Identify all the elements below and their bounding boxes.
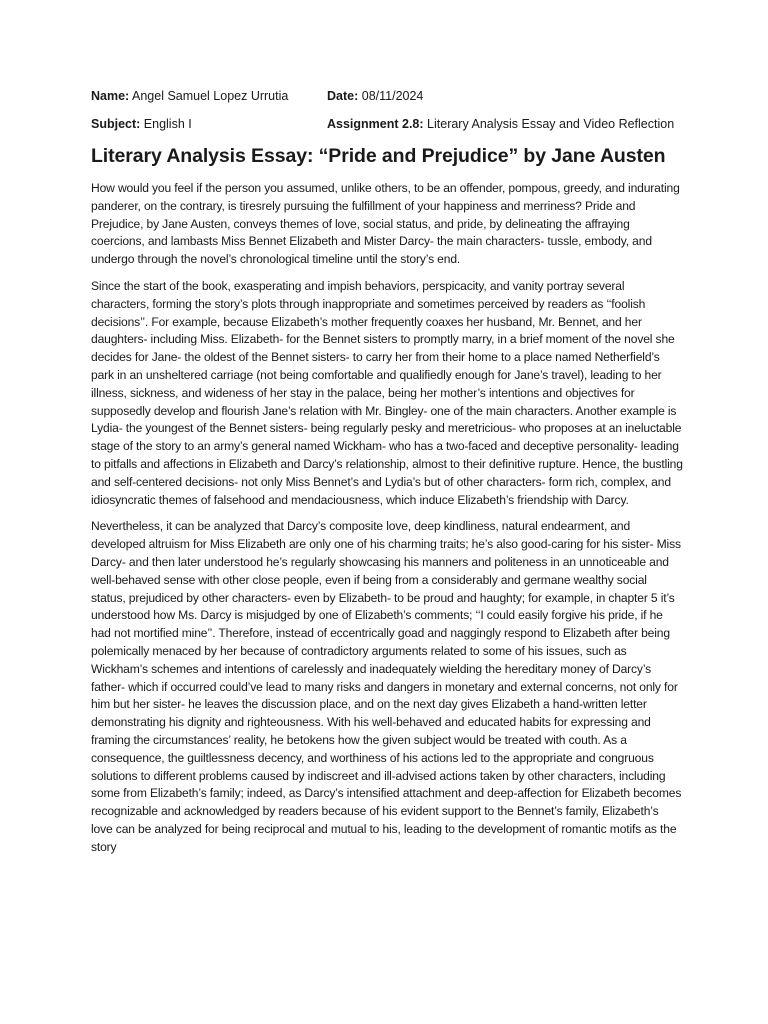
name-field [91,88,288,104]
name-value: Angel Samuel Lopez Urrutia [129,89,289,103]
assignment-field [327,116,674,132]
date-label: Date: [327,89,359,103]
paragraph-introduction: How would you feel if the person you assumed, unlike others, to be an offender, pompous, greedy, and indurating panderer, on the contrary, is tiresrely pursuing the fulfillment of your happiness and merriness? Pride and Prejudice, by Jane Austen, conveys themes of love, social status, and pride, by delineating the affraying coercions, and lambasts Miss Bennet Elizabeth and Mister Darcy- the main characters- tussle, embody, and undergo through the novel’s chronological timeline until the story’s end. [91,181,680,267]
paragraph-body-2: Nevertheless, it can be analyzed that Darcy’s composite love, deep kindliness, natural endearment, and developed altruism for Miss Elizabeth are only one of his charming traits; he’s also good-caring for his sister- Miss Darcy- and then later understood he’s regularly showcasing his manners and politeness in an unnoticeable and well-behaved sense with other close people, even if being from a considerably and germane wealthy social status, prejudiced by other characters- even by Elizabeth- to be proud and haughty; for example, in chapter 5 it’s understood how Ms. Darcy is misjudged by one of Elizabeth’s comments; ‘‘I could easily forgive his pride, if he had not mortified mine’’. Therefore, instead of eccentrically goad and naggingly respond to Elizabeth after being polemically menaced by her because of contradictory arguments related to some of his issues, such as Wickham’s schemes and intentions of carelessly and inadequately wielding the hereditary money of Darcy’s father- which if occurred could’ve lead to many risks and dangers in monetary and external concerns, not only for him but her sister- he leaves the discussion place, and on the next day gives Elizabeth a hand-written letter demonstrating his dignity and righteousness. With his well-behaved and educated habits for expressing and framing the circumstances’ reality, he betokens how the given subject would be treated with couth. As a consequence, the guiltlessness decency, and worthiness of his actions led to the appropriate and congruous solutions to different problems caused by indiscreet and ill-advised actions taken by other characters, including some from Elizabeth’s family; indeed, as Darcy’s intensified attachment and deep-affection for Elizabeth becomes recognizable and acknowledged by readers because of his evident support to the Bennet’s family, Elizabeth’s love can be analyzed for being reciprocal and mutual to his, leading to the development of romantic motifs as the story [91,519,682,854]
subject-label: Subject: [91,117,141,131]
assignment-value: Literary Analysis Essay and Video Reflection [423,117,675,131]
assignment-label: Assignment 2.8: [327,117,424,131]
paragraph-body-1: Since the start of the book, exasperating and impish behaviors, perspicacity, and vanity portray several characters, forming the story’s plots through inappropriate and sometimes perceived by readers as ‘‘foolish decisions’’. For example, because Elizabeth’s mother frequently coaxes her husband, Mr. Bennet, and her daughters- including Miss. Elizabeth- for the Bennet sisters to promptly marry, in a brief moment of the novel she decides for Jane- the oldest of the Bennet sisters- to carry her from their home to a place named Netherfield’s park in an unsheltered carriage (not being comfortable and qualifiedly enough for Jane’s travel), leading to her illness, sickness, and wideness of her stay in the palace, being her mother’s intentions and objectives for supposedly develop and flourish Jane’s relation with Mr. Bingley- one of the main characters. Another example is Lydia- the youngest of the Bennet sisters- being regularly pesky and meretricious- who proposes at an ineluctable stage of the story to an army’s general named Wickham- who has a two-faced and deceptive personality- leading to pitfalls and affections in Elizabeth and Darcy’s relationship, almost to their definitive rupture. Hence, the bustling and self-centered decisions- not only Miss Bennet’s and Lydia’s but of other characters- form rich, complex, and idiosyncratic themes of falsehood and mendaciousness, which induce Elizabeth’s friendship with Darcy. [91,278,683,507]
subject-field [91,116,192,132]
essay-title: Literary Analysis Essay: “Pride and Prejudice” by Jane Austen [91,145,666,167]
date-value: 08/11/2024 [358,89,424,103]
date-field [327,88,423,104]
subject-value: English I [140,117,192,131]
name-label: Name: [91,89,130,103]
essay-body [91,180,683,865]
